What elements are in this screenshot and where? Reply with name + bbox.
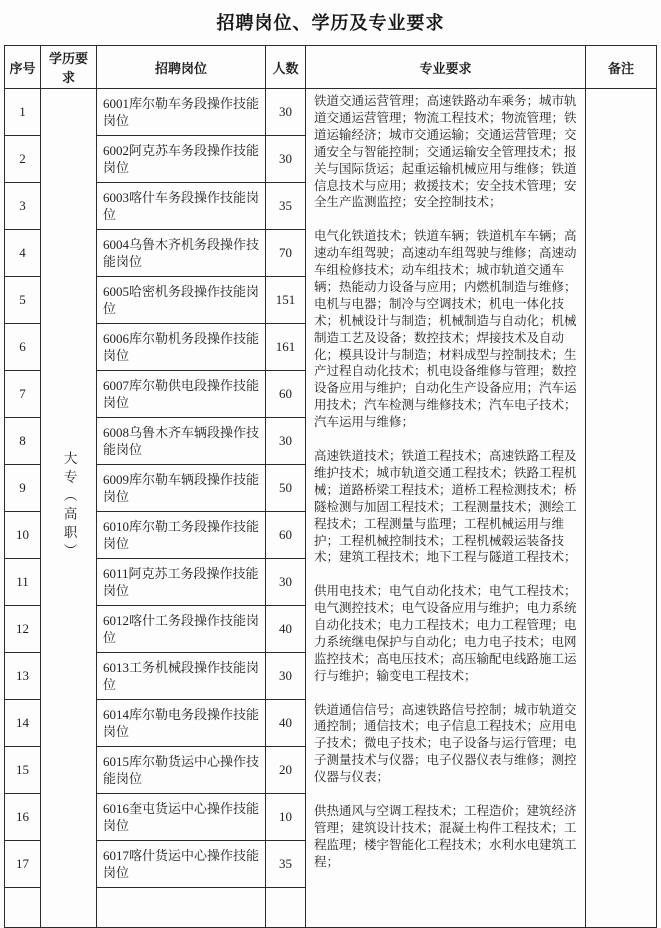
count-cell: 35	[266, 841, 306, 888]
row-number: 13	[5, 653, 41, 700]
header-position: 招聘岗位	[97, 46, 266, 89]
count-cell: 20	[266, 747, 306, 794]
row-number: 15	[5, 747, 41, 794]
position-cell: 6009库尔勒车辆段操作技能岗位	[97, 465, 266, 512]
count-cell: 60	[266, 512, 306, 559]
major-paragraph-locomotive: 电气化铁道技术；铁道车辆；铁道机车车辆；高速动车组驾驶；高速动车组驾驶与维修；高速动车组检修技术；动车组技术；城市轨道交通车辆；热能动力设备与应用；内燃机制造与维修；电机与电器；制冷与空调技术；机电一体化技术；机械设计与制造；机械制造与自动化；机械制造工艺及设备；数控技术；焊接技术及自动化；模具设计与制造；材料成型与控制技术；生产过程自动化技术；机电设备维修与管理；数控设备应用与维护；自动化生产设备应用；汽车运用技术；汽车检测与维修技术；汽车电子技术；汽车运用与维修；	[314, 229, 577, 430]
row-number: 8	[5, 418, 41, 465]
position-cell: 6001库尔勒车务段操作技能岗位	[97, 89, 266, 136]
recruitment-table	[4, 45, 657, 928]
count-cell: 60	[266, 371, 306, 418]
header-serial-number: 序号	[5, 46, 41, 89]
count-cell: 161	[266, 324, 306, 371]
row-number: 14	[5, 700, 41, 747]
header-remark: 备注	[586, 46, 657, 89]
position-cell: 6008乌鲁木齐车辆段操作技能岗位	[97, 418, 266, 465]
position-cell: 6011阿克苏工务段操作技能岗位	[97, 559, 266, 606]
row-number	[5, 888, 41, 928]
position-cell: 6004乌鲁木齐机务段操作技能岗位	[97, 230, 266, 277]
count-cell: 151	[266, 277, 306, 324]
row-number: 11	[5, 559, 41, 606]
count-cell: 30	[266, 559, 306, 606]
table-row	[5, 89, 657, 136]
major-paragraph-electric-power: 供用电技术；电气自动化技术；电气工程技术；电气测控技术；电气设备应用与维护；电力系统自动化技术；电力工程技术；电力工程管理；电力系统继电保护与自动化；电力电子技术；电网监控技术；高电压技术；高压输配电线路施工运行与维护；输变电工程技术；	[314, 584, 577, 683]
major-paragraph-engineering: 高速铁道技术；铁道工程技术；高速铁路工程及维护技术；城市轨道交通工程技术；铁路工程机械；道路桥梁工程技术；道桥工程检测技术；桥隧检测与加固工程技术；工程测量技术；测绘工程技术；工程测量与监理；工程机械运用与维护；工程机械控制技术；工程机械毂运装备技术；建筑工程技术；地下工程与隧道工程技术；	[314, 449, 577, 565]
count-cell: 40	[266, 700, 306, 747]
count-cell: 30	[266, 418, 306, 465]
position-cell: 6005哈密机务段操作技能岗位	[97, 277, 266, 324]
row-number: 10	[5, 512, 41, 559]
position-cell: 6010库尔勒工务段操作技能岗位	[97, 512, 266, 559]
row-number: 7	[5, 371, 41, 418]
position-cell: 6016奎屯货运中心操作技能岗位	[97, 794, 266, 841]
row-number: 12	[5, 606, 41, 653]
count-cell: 50	[266, 465, 306, 512]
position-cell: 6017喀什货运中心操作技能岗位	[97, 841, 266, 888]
position-cell	[97, 888, 266, 928]
count-cell: 70	[266, 230, 306, 277]
count-cell: 30	[266, 653, 306, 700]
position-cell: 6002阿克苏车务段操作技能岗位	[97, 136, 266, 183]
major-requirements-cell	[306, 89, 586, 928]
count-cell	[266, 888, 306, 928]
row-number: 2	[5, 136, 41, 183]
position-cell: 6012喀什工务段操作技能岗位	[97, 606, 266, 653]
count-cell: 30	[266, 89, 306, 136]
header-row	[5, 46, 657, 89]
count-cell: 10	[266, 794, 306, 841]
count-cell: 35	[266, 183, 306, 230]
row-number: 6	[5, 324, 41, 371]
header-education-requirement: 学历要求	[41, 46, 97, 89]
remark-cell	[586, 89, 657, 928]
position-cell: 6013工务机械段操作技能岗位	[97, 653, 266, 700]
position-cell: 6014库尔勒电务段操作技能岗位	[97, 700, 266, 747]
row-number: 5	[5, 277, 41, 324]
major-paragraph-transport: 铁道交通运营管理；高速铁路动车乘务；城市轨道交通运营管理；物流工程技术；物流管理；铁道运输经济；城市交通运输；交通运营管理；交通安全与智能控制；交通运输安全管理技术；报关与国际货运；起重运输机械应用与维修；铁道信息技术与应用；救援技术；安全技术管理；安全生产监测监控；安全控制技术；	[314, 94, 577, 210]
count-cell: 40	[266, 606, 306, 653]
row-number: 17	[5, 841, 41, 888]
education-text: 大专（高职）	[61, 450, 77, 562]
position-cell: 6007库尔勒供电段操作技能岗位	[97, 371, 266, 418]
document-page	[0, 9, 661, 928]
page-title: 招聘岗位、学历及专业要求	[216, 13, 445, 33]
row-number: 9	[5, 465, 41, 512]
header-count: 人数	[266, 46, 306, 89]
count-cell: 30	[266, 136, 306, 183]
row-number: 1	[5, 89, 41, 136]
major-paragraph-signal-communication: 铁道通信信号；高速铁路信号控制；城市轨道交通控制；通信技术；电子信息工程技术；应用电子技术；微电子技术；电子设备与运行管理；电子测量技术与仪器；电子仪器仪表与维修；测控仪器与仪表；	[314, 702, 577, 785]
education-cell	[41, 89, 97, 928]
major-paragraph-construction: 供热通风与空调工程技术；工程造价；建筑经济管理；建筑设计技术；混凝土构件工程技术；工程监理；楼宇智能化工程技术；水利水电建筑工程；	[314, 803, 577, 869]
row-number: 3	[5, 183, 41, 230]
row-number: 16	[5, 794, 41, 841]
position-cell: 6006库尔勒机务段操作技能岗位	[97, 324, 266, 371]
header-major-requirement: 专业要求	[306, 46, 586, 89]
position-cell: 6003喀什车务段操作技能岗位	[97, 183, 266, 230]
position-cell: 6015库尔勒货运中心操作技能岗位	[97, 747, 266, 794]
row-number: 4	[5, 230, 41, 277]
